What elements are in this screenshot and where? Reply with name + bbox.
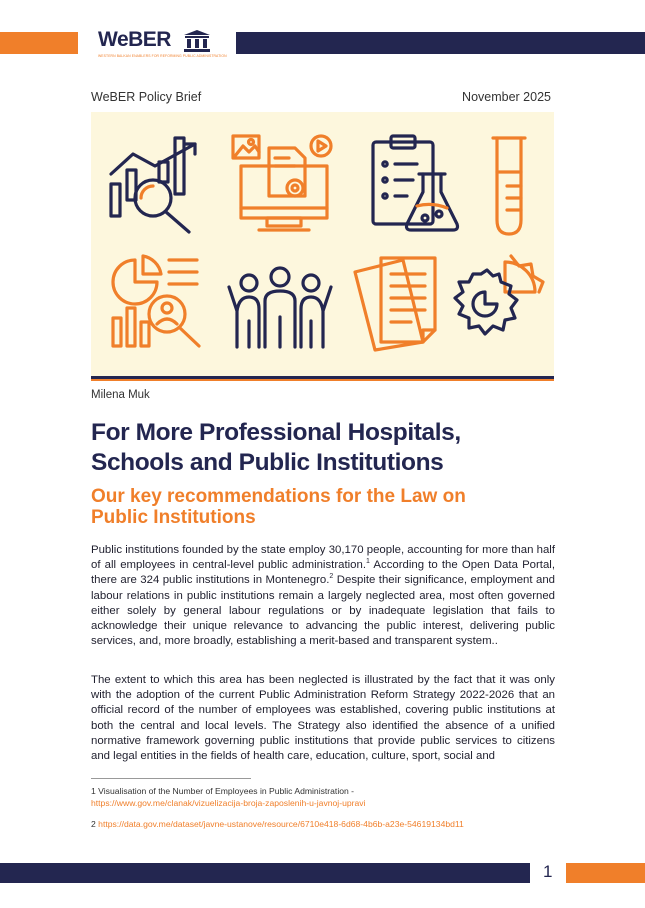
hero-divider-orange (91, 379, 554, 381)
page-title (91, 418, 561, 478)
lab-checklist-icon (367, 132, 467, 242)
body-paragraph-2: The extent to which this area has been neglected is illustrated by the fact that it was only with the adoption of the current Public Administration Reform Strategy 2022-2026 that an official record of the number of employees was established, covering public institutions at both the central and local levels. The Strategy also identified the absence of a unified normative framework governing public institutions that provide public services to citizens and legal entities in the fields of health care, education, culture, sport, social and (91, 674, 555, 763)
body-paragraph-1 (91, 543, 555, 649)
multimedia-monitor-icon (229, 132, 339, 238)
footnote-2-number: 2 (91, 819, 99, 829)
footnote-1-link[interactable]: https://www.gov.me/clanak/vizuelizacija-broja-zaposlenih-u-javnoj-upravi (91, 798, 366, 808)
data-report-icon (105, 252, 205, 352)
logo-text: WeBER (98, 28, 171, 51)
documents-icon (349, 252, 445, 352)
title-line-2: Schools and Public Institutions (91, 449, 444, 476)
paragraph-1-part-a: Public institutions founded by the state employ 30,170 people, accounting for more than half of all employees in central-level public administration. (91, 544, 555, 572)
bottom-navy-bar (0, 863, 530, 883)
footnote-2-link[interactable]: https://data.gov.me/dataset/javne-ustanove/resource/6710e418-6d68-4b6b-a23e-54619134bd11 (98, 819, 464, 829)
team-celebration-icon (225, 257, 335, 353)
footnote-divider (91, 778, 251, 779)
bottom-orange-bar (566, 863, 645, 883)
logo-subtitle: WESTERN BALKAN ENABLERS FOR REFORMING PUBLIC ADMINISTRATION (98, 54, 227, 58)
footnote-1-text: 1 Visualisation of the Number of Employees in Public Administration - (91, 786, 355, 796)
footnote-ref-2[interactable]: 2 (329, 573, 334, 581)
brief-date: November 2025 (462, 90, 551, 104)
top-orange-bar (0, 32, 78, 54)
subtitle-line-2: Public Institutions (91, 507, 256, 528)
title-line-1: For More Professional Hospitals, (91, 419, 461, 446)
institution-building-icon (184, 30, 210, 52)
page-subtitle (91, 486, 561, 528)
paragraph-1-part-b: According to the Open Data Portal, there are 324 public institutions in Montenegro. (91, 559, 555, 587)
footnote-ref-1[interactable]: 1 (365, 558, 370, 566)
gear-chart-icon (451, 252, 547, 352)
paragraph-1-part-c: Despite their significance, employment and labour relations in public institutions remain a largely neglected area, most often governed either solely by general labour regulations or by inadequate legislation that fails to acknowledge their unique relevance to advancing the public interest, delivering public services, and, more broadly, establishing a merit-based and transparent system.. (91, 574, 555, 648)
brief-label: WeBER Policy Brief (91, 90, 202, 104)
footnote-2 (91, 818, 464, 830)
footnote-1 (91, 785, 365, 809)
test-tube-icon (487, 132, 531, 242)
author-name: Milena Muk (91, 389, 150, 401)
top-navy-bar (236, 32, 645, 54)
hero-illustration (91, 112, 554, 376)
subtitle-line-1: Our key recommendations for the Law on (91, 486, 466, 507)
weber-logo (98, 28, 227, 62)
analytics-chart-icon (105, 132, 205, 242)
page-number: 1 (543, 862, 553, 881)
